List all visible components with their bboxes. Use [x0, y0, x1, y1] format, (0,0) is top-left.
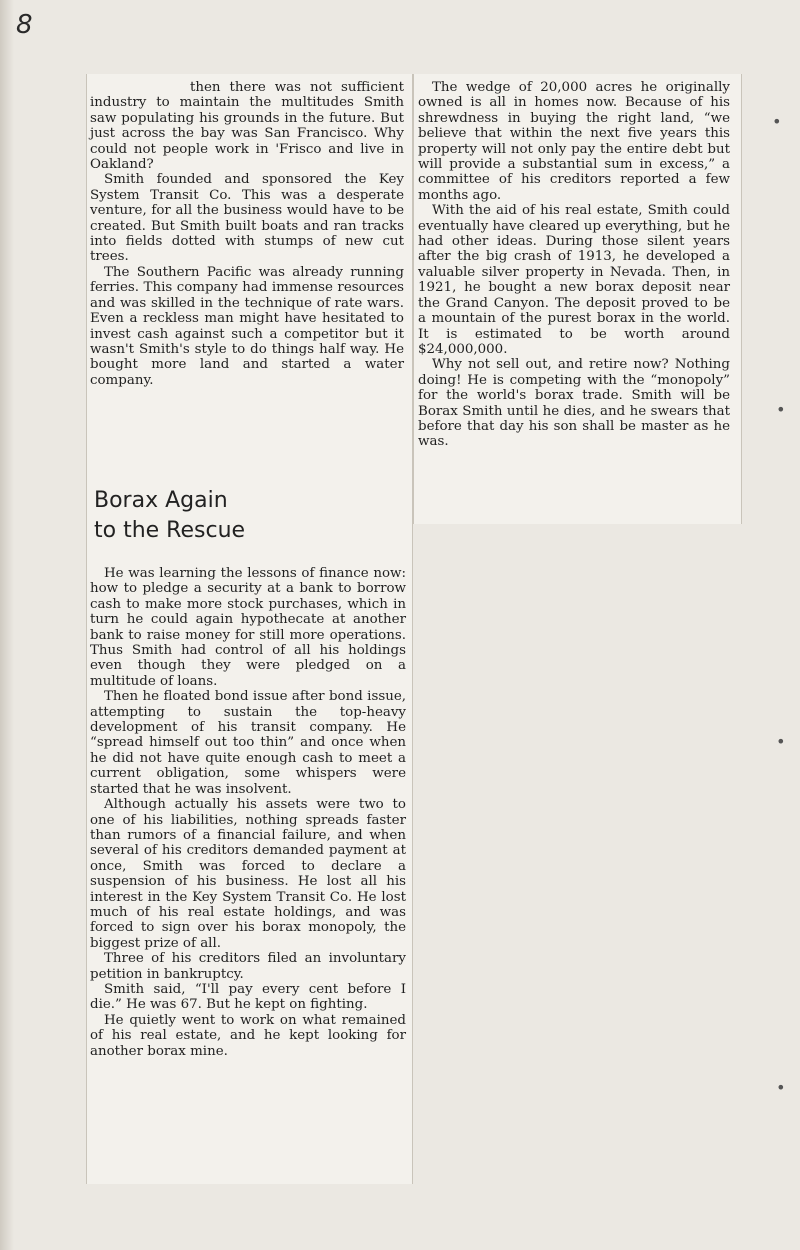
left-column-top — [90, 80, 404, 388]
headline-line-1: Borax Again — [94, 488, 228, 513]
binding-hole-mark: • — [776, 1078, 786, 1097]
paragraph: Although actually his assets were two to one of his liabilities, nothing spreads faster than rumors of a financial failure, and when several of his creditors demanded payment at once, Smith was forced to declare a suspension of his business. He lost all his interest in the Key System Transit Co. He lost much of his real estate holdings, and was forced to sign over his borax monopoly, the biggest prize of all. — [90, 797, 406, 951]
page-number: 8 — [16, 10, 33, 40]
paragraph: Three of his creditors filed an involuntary petition in bankruptcy. — [90, 951, 406, 982]
paragraph: The wedge of 20,000 acres he originally owned is all in homes now. Because of his shrewdness in buying the right land, “we believe that within the next five years this property will not only pay the entire debt but will provide a substantial sum in excess,” a committee of his creditors reported a few months ago. — [418, 80, 730, 203]
paragraph: Smith said, “I'll pay every cent before I die.” He was 67. But he kept on fighting. — [90, 981, 406, 1013]
section-headline — [94, 486, 394, 546]
right-column — [418, 80, 730, 450]
paragraph: The Southern Pacific was already running ferries. This company had immense resources and was skilled in the technique of rate wars. Even a reckless man might have hesitated to invest cash against such a competitor but it wasn't Smith's style to do things half way. He bought more land and started a water company. — [90, 264, 404, 388]
paragraph: Why not sell out, and retire now? Nothing doing! He is competing with the “monopoly” for the world's borax trade. Smith will be Borax Smith until he dies, and he swears that before that day his son shall be master as he was. — [418, 357, 730, 450]
paragraph: Smith founded and sponsored the Key System Transit Co. This was a desperate venture, for all the business would have to be created. But Smith built boats and ran tracks into fields dotted with stumps of new cut trees. — [90, 172, 404, 265]
paragraph: then there was not sufficient industry to maintain the multitudes Smith saw populating his grounds in the future. But just across the bay was San Francisco. Why could not people work in 'Frisco and live in Oakland? — [90, 80, 404, 173]
binding-hole-mark: • — [776, 400, 786, 419]
paragraph: He was learning the lessons of finance now: how to pledge a security at a bank to borrow cash to make more stock purchases, which in turn he could again hypothecate at another bank to raise money for still more operations. Thus Smith had control of all his holdings even though they were pledged on a multitude of loans. — [90, 566, 406, 689]
paragraph: He quietly went to work on what remained of his real estate, and he kept looking for another borax mine. — [90, 1012, 406, 1059]
paragraph: With the aid of his real estate, Smith could eventually have cleared up everything, but he had other ideas. During those silent years after the big crash of 1913, he developed a valuable silver property in Nevada. Then, in 1921, he bought a new borax deposit near the Grand Canyon. The deposit proved to be a mountain of the purest borax in the world. It is estimated to be worth around $24,000,000. — [418, 203, 730, 357]
paragraph: Then he floated bond issue after bond issue, attempting to sustain the top-heavy development of his transit company. He “spread himself out too thin” and once when he did not have quite enough cash to meet a current obligation, some whispers were started that he was insolvent. — [90, 689, 406, 797]
headline-line-2: to the Rescue — [94, 518, 246, 543]
binding-hole-mark: • — [776, 732, 786, 751]
page-edge — [0, 0, 14, 1250]
left-column-bottom — [90, 566, 406, 1059]
binding-hole-mark: • — [772, 112, 782, 131]
